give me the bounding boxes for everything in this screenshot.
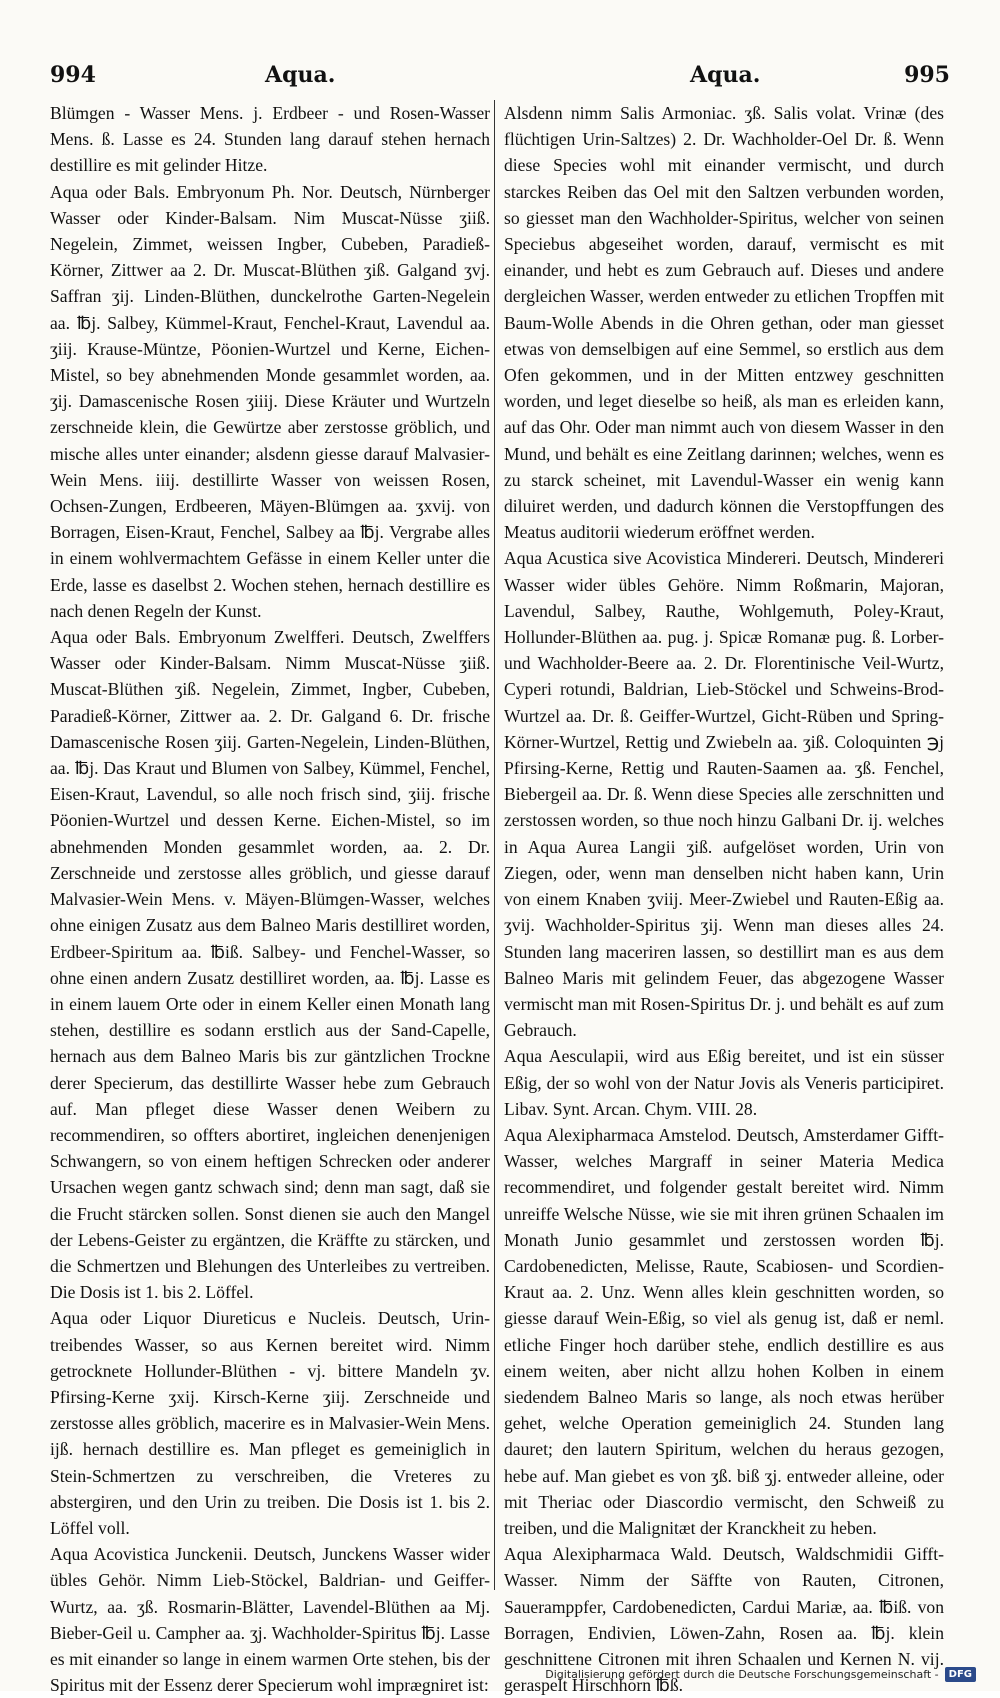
- left-column: [50, 100, 490, 1696]
- footer-text: Digitalisierung gefördert durch die Deutsche Forschungsgemeinschaft -: [545, 1667, 939, 1681]
- entry-paragraph: Blümgen - Wasser Mens. j. Erdbeer - und Rosen-Wasser Mens. ß. Lasse es 24. Stunden lang darauf stehen hernach destillire es mit gelinder Hitze.: [50, 103, 490, 176]
- entry-paragraph: Aqua Alexipharmaca Amstelod. Deutsch, Amsterdamer Gifft-Wasser, welches Margraff in seiner Materia Medica recommendiret, und folgender gestalt bereitet wird. Nimm unreiffe Welsche Nüsse, wie sie mit ihren grünen Schaalen im Monath Junio gesammlet und zerstossen worden ℔j. Cardobenedicten, Melisse, Raute, Scabiosen- und Scordien-Kraut aa. 2. Unz. Wenn alles klein geschnitten worden, so giesse darauf Wein-Eßig, so viel als genug ist, daß er neml. etliche Finger hoch darüber stehe, endlich destillire es aus einem weiten, aber nicht allzu hohen Kolben in einem siedendem Balneo Maris so lange, als noch etwas herüber gehet, welche Operation gemeiniglich 24. Stunden lang dauret; den lautern Spiritum, welchen du heraus gezogen, hebe auf. Man giebet es von ʒß. biß ʒj. entweder alleine, oder mit Theriac oder Diascordio vermischt, den Schweiß zu treiben, und die Malignitæt der Kranckheit zu heben.: [504, 1124, 944, 1538]
- entry-paragraph: Aqua oder Liquor Diureticus e Nucleis. Deutsch, Urin-treibendes Wasser, so aus Kernen bereitet wird. Nimm getrocknete Hollunder-Blüthen - vj. bittere Mandeln ʒv. Pfirsing-Kerne ʒxij. Kirsch-Kerne ʒiij. Zerschneide und zerstosse alles gröblich, macerire es in Malvasier-Wein Mens. ijß. hernach destillire es. Man pfleget es gemeiniglich in Stein-Schmertzen zu verschreiben, die Vreteres zu abstergiren, und den Urin zu treiben. Die Dosis ist 1. bis 2. Löffel voll.: [50, 1308, 490, 1538]
- entry-paragraph: Aqua Aesculapii, wird aus Eßig bereitet, und ist ein süsser Eßig, der so wohl von der Natur Jovis als Veneris participiret. Libav. Synt. Arcan. Chym. VIII. 28.: [504, 1046, 944, 1119]
- entry-paragraph: Aqua oder Bals. Embryonum Ph. Nor. Deutsch, Nürnberger Wasser oder Kinder-Balsam. Nim Muscat-Nüsse ʒiiß. Negelein, Zimmet, weissen Ingber, Cubeben, Paradieß-Körner, Zittwer aa 2. Dr. Muscat-Blüthen ʒiß. Galgand ʒvj. Saffran ʒij. Linden-Blüthen, dunckelrothe Garten-Negelein aa. ℔j. Salbey, Kümmel-Kraut, Fenchel-Kraut, Lavendul aa. ʒiij. Krause-Müntze, Pöonien-Wurtzel und Kerne, Eichen-Mistel, so bey abnehmenden Monde gesammlet worden, aa. ʒij. Damascenische Rosen ʒiiij. Diese Kräuter und Wurtzeln zerschneide klein, die Gewürtze aber zerstosse gröblich, und mische alles unter einander; alsdenn giesse darauf Malvasier-Wein Mens. iiij. destillirte Wasser von weissen Rosen, Ochsen-Zungen, Erdbeeren, Mäyen-Blümgen aa. ʒxvij. von Borragen, Eisen-Kraut, Fenchel, Salbey aa ℔j. Vergrabe alles in einem wohlvermachtem Gefässe in einem Keller unter die Erde, lasse es daselbst 2. Wochen stehen, hernach destillire es nach denen Regeln der Kunst.: [50, 181, 490, 621]
- entry-paragraph: Aqua Alexipharmaca Wald. Deutsch, Waldschmidii Gifft-Wasser. Nimm der Säffte von Rauten, Citronen, Saueramppfer, Cardobenedicten, Cardui Mariæ, aa. ℔iß. von Borragen, Endivien, Löwen-Zahn, Rosen aa. ℔j. klein geschnittene Citronen mit ihren Schaalen und Kernen N. vij. geraspelt Hirschhorn ℔ß.: [504, 1544, 944, 1696]
- page-header: [50, 62, 950, 92]
- digitization-footer: [545, 1664, 976, 1684]
- entry-paragraph: Alsdenn nimm Salis Armoniac. ʒß. Salis volat. Vrinæ (des flüchtigen Urin-Saltzes) 2. Dr. Wachholder-Oel Dr. ß. Wenn diese Species wohl mit einander vermischt, und durch starckes Reiben das Oel mit den Saltzen verbunden worden, so giesset man den Wachholder-Spiritus, welcher von seinen Speciebus abgeseihet worden, darauf, vermischt es mit einander, und hebt es zum Gebrauch auf. Dieses und andere dergleichen Wasser, werden entweder zu etlichen Tropffen mit Baum-Wolle Abends in die Ohren gethan, oder man giesset etwas von demselbigen auf eine Semmel, so erstlich aus dem Ofen gekommen, und in der Mitten entzwey geschnitten worden, und leget dieselbe so heiß, als man es erleiden kann, auf das Ohr. Oder man nimmt auch von diesem Wasser in den Mund, und behält es eine Zeitlang darinnen; welches, wenn es zu starck scheinet, mit Lavendul-Wasser ein wenig kann diluiret werden, und dadurch können die Verstopffungen des Meatus auditorii wiederum eröffnet werden.: [504, 103, 944, 543]
- entry-paragraph: Aqua oder Bals. Embryonum Zwelfferi. Deutsch, Zwelffers Wasser oder Kinder-Balsam. Nimm Muscat-Nüsse ʒiiß. Muscat-Blüthen ʒiß. Negelein, Zimmet, Ingber, Cubeben, Paradieß-Körner, Zittwer aa. 2. Dr. Galgand 6. Dr. frische Damascenische Rosen ʒiij. Garten-Negelein, Linden-Blüthen, aa. ℔j. Das Kraut und Blumen von Salbey, Kümmel, Fenchel, Eisen-Kraut, Lavendul, so alle noch frisch sind, ʒiij. frische Pöonien-Wurtzel und dessen Kerne. Eichen-Mistel, so im abnehmenden Monden gesammlet worden, aa. 2. Dr. Zerschneide und zerstosse alles gröblich, und giesse darauf Malvasier-Wein Mens. v. Mäyen-Blümgen-Wasser, welches ohne einigen Zusatz aus dem Balneo Maris destilliret worden, Erdbeer-Spiritum aa. ℔iß. Salbey- und Fenchel-Wasser, so ohne einen andern Zusatz destilliret worden, aa. ℔j. Lasse es in einem lauem Orte oder in einem Keller einen Monath lang stehen, destillire es sodann erstlich aus der Sand-Capelle, hernach aus dem Balneo Maris bis zur gäntzlichen Trockne derer Specierum, das destillirte Wasser hebe zum Gebrauch auf. Man pfleget diese Wasser denen Weibern zu recommendiren, so offters abortiret, ingleichen denenjenigen Schwangern, so von einem heftigen Schrecken oder anderer Ursachen wegen gantz schwach sind; denn man sagt, daß sie die Frucht stärcken sollen. Sonst dienen sie auch den Mangel der Lebens-Geister zu ergäntzen, die Kräffte zu stärcken, und die Schmertzen und Blehungen des Unterleibes zu vertreiben. Die Dosis ist 1. bis 2. Löffel.: [50, 627, 490, 1303]
- running-title-left: Aqua.: [265, 62, 336, 88]
- entry-paragraph: Aqua Acustica sive Acovistica Mindereri. Deutsch, Mindereri Wasser wider übles Gehöre. Nimm Roßmarin, Majoran, Lavendul, Salbey, Rauthe, Wohlgemuth, Poley-Kraut, Hollunder-Blüthen aa. pug. j. Spicæ Romanæ pug. ß. Lorber- und Wachholder-Beere aa. 2. Dr. Florentinische Veil-Wurtz, Cyperi rotundi, Baldrian, Lieb-Stöckel und Schweins-Brod-Wurtzel aa. Dr. ß. Geiffer-Wurtzel, Gicht-Rüben und Spring-Körner-Wurtzel, Rettig und Zwiebeln aa. ʒiß. Coloquinten ℈j Pfirsing-Kerne, Rettig und Rauten-Saamen aa. ʒß. Fenchel, Biebergeil aa. Dr. ß. Wenn diese Species alle zerschnitten und zerstossen worden, so thue noch hinzu Galbani Dr. ij. welches in Aqua Aurea Langii ʒiß. aufgelöset worden, Urin von Ziegen, oder, wenn man denselben nicht haben kann, Urin von einem Knaben ʒviij. Meer-Zwiebel und Rauten-Eßig aa. ʒvij. Wachholder-Spiritus ʒij. Wenn man dieses alles 24. Stunden lang maceriren lassen, so destillirt man es aus dem Balneo Maris mit gelindem Feuer, das abgezogene Wasser vermischt man mit Rosen-Spiritus Dr. j. und behält es auf zum Gebrauch.: [504, 548, 944, 1041]
- running-title-right: Aqua.: [690, 62, 761, 88]
- page-number-right: 995: [904, 62, 950, 88]
- dfg-logo: DFG: [945, 1667, 976, 1682]
- page-number-left: 994: [50, 62, 96, 88]
- entry-paragraph: Aqua Acovistica Junckenii. Deutsch, Junckens Wasser wider übles Gehör. Nimm Lieb-Stöckel, Baldrian- und Geiffer-Wurtz, aa. ʒß. Rosmarin-Blätter, Lavendel-Blüthen aa Mj. Bieber-Geil u. Campher aa. ʒj. Wachholder-Spiritus ℔j. Lasse es mit einander so lange in einem warmen Orte stehen, bis der Spiritus mit der Essenz derer Specierum wohl imprægniret ist:: [50, 1544, 490, 1696]
- column-divider: [494, 100, 495, 1590]
